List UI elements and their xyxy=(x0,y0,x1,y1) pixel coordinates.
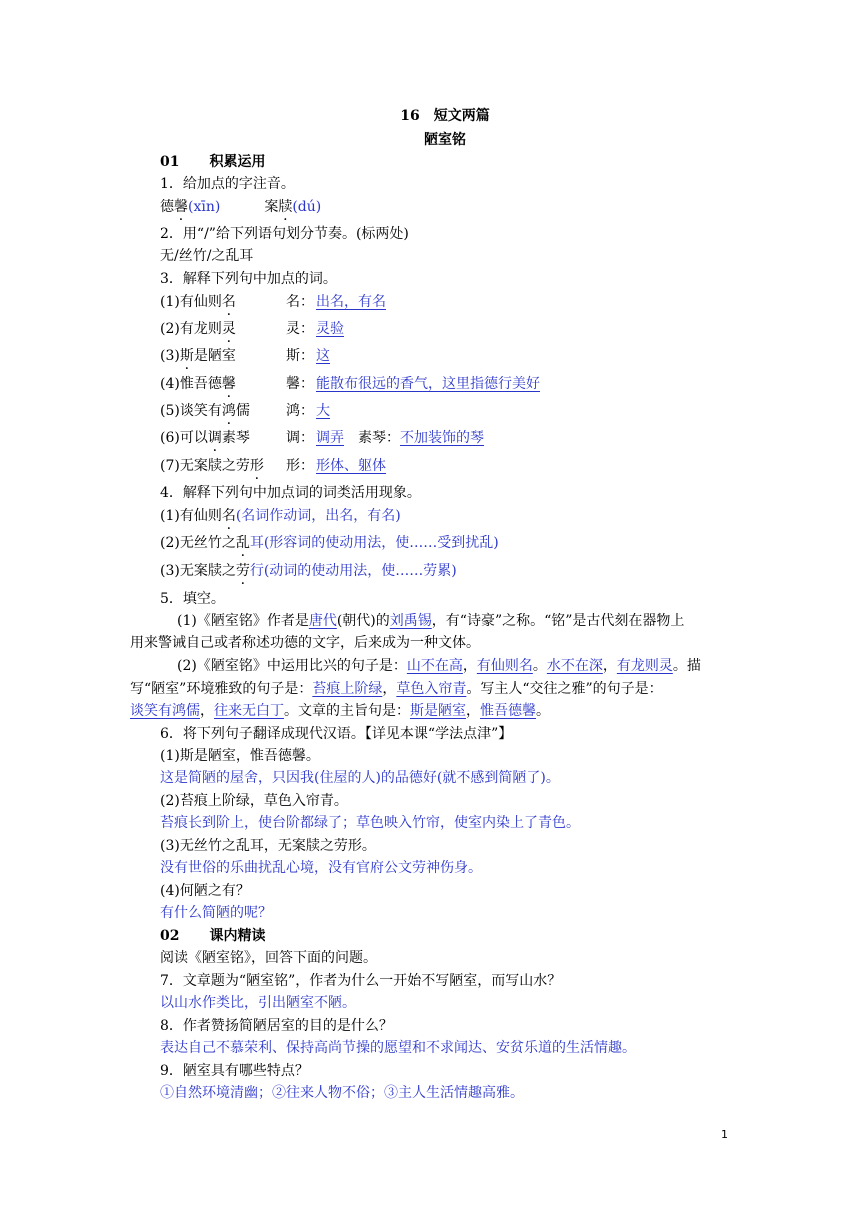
q4-item xyxy=(160,533,499,555)
dotted-char: 馨 xyxy=(221,376,236,392)
word-label: 调： xyxy=(286,430,314,446)
text: (3)无案牍之 xyxy=(160,563,236,579)
answer: 耳(形容词的使动用法，使……受到扰乱) xyxy=(249,535,499,551)
word-label: 馨： xyxy=(286,376,314,392)
text: 儒 xyxy=(235,403,250,419)
text: ， xyxy=(200,703,214,719)
answer: 能散布很远的香气，这里指德行美好 xyxy=(316,376,540,392)
lesson-title: 16 短文两篇 xyxy=(400,108,490,124)
text: 写“陋室”环境雅致的句子是： xyxy=(130,681,313,697)
answer: (名词作动词，出名，有名) xyxy=(235,508,401,524)
q6-sentence: (1)斯是陋室，惟吾德馨。 xyxy=(160,748,320,764)
q3-item xyxy=(160,292,386,314)
question-7-stem: 7．文章题为“陋室铭”，作者为什么一开始不写陋室，而写山水？ xyxy=(160,973,562,989)
answer: 草色入帘青 xyxy=(396,681,467,697)
text: 。 xyxy=(532,658,547,674)
dotted-char: 名 xyxy=(221,508,236,524)
text: ，有“诗豪”之称。“铭”是古代刻在器物上 xyxy=(431,613,685,629)
answer: 斯是陋室 xyxy=(410,703,466,719)
dotted-char: 形 xyxy=(249,458,264,474)
q5-line xyxy=(177,611,684,633)
text: 德 xyxy=(160,199,174,215)
dotted-char: 名 xyxy=(221,294,236,310)
word-label: 名： xyxy=(286,294,314,310)
text: ， xyxy=(466,703,480,719)
text: (4)惟吾德 xyxy=(160,376,222,392)
text: 。写主人“交往之雅”的句子是： xyxy=(466,681,663,697)
text: (1)《陋室铭》作者是 xyxy=(177,613,309,629)
answer: 谈笑有鸿儒 xyxy=(130,703,200,719)
question-2-answer: 无/丝竹/之乱耳 xyxy=(160,248,254,264)
q3-item xyxy=(160,401,330,423)
answer: 调弄 xyxy=(316,430,344,446)
q6-sentence: (4)何陋之有？ xyxy=(160,883,250,899)
text: (7)无案牍之劳 xyxy=(160,458,250,474)
question-1-stem: 1．给加点的字注音。 xyxy=(160,176,295,192)
q5-line xyxy=(130,679,663,701)
section-heading-1 xyxy=(160,152,265,174)
answer: 惟吾德馨 xyxy=(480,703,536,719)
question-8-answer: 表达自己不慕荣利、保持高尚节操的愿望和不求闻达、安贫乐道的生活情趣。 xyxy=(160,1040,636,1056)
q5-line: 用来警诫自己或者称述功德的文字，后来成为一种文体。 xyxy=(130,635,480,651)
question-2-stem: 2．用“/”给下列语句划分节奏。(标两处) xyxy=(160,226,409,242)
dotted-char: 牍 xyxy=(278,199,293,215)
text: 。描 xyxy=(672,658,701,674)
question-9-answer: ①自然环境清幽；②往来人物不俗；③主人生活情趣高雅。 xyxy=(160,1085,524,1101)
answer: (xīn) xyxy=(188,199,221,215)
answer: 山不在高 xyxy=(406,658,463,674)
word-label: 形： xyxy=(286,458,314,474)
question-7-answer: 以山水作类比，引出陋室不陋。 xyxy=(160,995,356,1011)
reading-intro: 阅读《陋室铭》，回答下面的问题。 xyxy=(160,950,377,966)
section-name: 课内精读 xyxy=(209,928,266,944)
question-6-stem: 6．将下列句子翻译成现代汉语。【详见本课“学法点津”】 xyxy=(160,726,513,742)
answer: 有龙则灵 xyxy=(616,658,673,674)
section-name: 积累运用 xyxy=(209,154,266,170)
dotted-char: 乱 xyxy=(235,535,250,551)
text: 案 xyxy=(264,199,279,215)
text: 。文章的主旨句是： xyxy=(284,703,410,719)
answer-group xyxy=(316,428,484,448)
word-label: 灵： xyxy=(286,321,314,337)
answer: 大 xyxy=(316,403,330,419)
question-3-stem: 3．解释下列句中加点的词。 xyxy=(160,271,337,287)
q5-line xyxy=(130,701,550,723)
dotted-char: 灵 xyxy=(221,321,236,337)
answer: 有仙则名 xyxy=(476,658,533,674)
question-8-stem: 8．作者赞扬简陋居室的目的是什么？ xyxy=(160,1018,393,1034)
answer: 苔痕上阶绿 xyxy=(312,681,383,697)
answer: 形体、躯体 xyxy=(316,458,386,474)
q6-sentence: (2)苔痕上阶绿，草色入帘青。 xyxy=(160,793,348,809)
dotted-char: 馨 xyxy=(174,199,188,215)
dotted-char: 调 xyxy=(207,430,222,446)
text: (3) xyxy=(160,348,180,364)
q3-item xyxy=(160,428,484,450)
answer: 唐代 xyxy=(308,613,337,629)
text-title: 陋室铭 xyxy=(424,132,466,148)
question-4-stem: 4．解释下列句中加点词的词类活用现象。 xyxy=(160,485,421,501)
answer: 刘禹锡 xyxy=(389,613,432,629)
answer: 往来无白丁 xyxy=(214,703,284,719)
text: 素琴 xyxy=(221,430,250,446)
q5-line xyxy=(177,656,701,678)
answer: 出名，有名 xyxy=(316,294,386,310)
text: ， xyxy=(462,658,477,674)
answer: 行(动词的使动用法，使……劳累) xyxy=(249,563,457,579)
word-label: 斯： xyxy=(286,348,314,364)
text: (2)无丝竹之 xyxy=(160,535,236,551)
text: ， xyxy=(602,658,617,674)
page-number: 1 xyxy=(721,1128,728,1141)
answer: 不加装饰的琴 xyxy=(400,430,484,446)
answer: 水不在深 xyxy=(546,658,603,674)
q4-item xyxy=(160,506,401,528)
text: (1)有仙则 xyxy=(160,508,222,524)
text: (1)有仙则 xyxy=(160,294,222,310)
answer: (dú) xyxy=(292,199,322,215)
question-1-answer xyxy=(160,197,321,219)
text: ， xyxy=(382,681,397,697)
q4-item xyxy=(160,561,457,583)
text: (2)《陋室铭》中运用比兴的句子是： xyxy=(177,658,407,674)
q3-item xyxy=(160,456,386,478)
text: 。 xyxy=(536,703,550,719)
dotted-char: 斯 xyxy=(179,348,194,364)
q6-translation: 有什么简陋的呢？ xyxy=(160,905,272,921)
question-5-stem: 5．填空。 xyxy=(160,591,225,607)
word-label: 素琴： xyxy=(358,430,400,446)
question-9-stem: 9．陋室具有哪些特点？ xyxy=(160,1063,309,1079)
q6-sentence: (3)无丝竹之乱耳，无案牍之劳形。 xyxy=(160,838,376,854)
dotted-char: 劳 xyxy=(235,563,250,579)
text: (2)有龙则 xyxy=(160,321,222,337)
word-label: 鸿： xyxy=(286,403,314,419)
q3-item xyxy=(160,374,540,396)
section-heading-2 xyxy=(160,926,265,948)
q3-item xyxy=(160,319,344,341)
answer: 这 xyxy=(316,348,330,364)
dotted-char: 鸿 xyxy=(221,403,236,419)
section-number: 01 xyxy=(160,154,180,170)
q3-item xyxy=(160,346,330,368)
q6-translation: 苔痕长到阶上，使台阶都绿了；草色映入竹帘，使室内染上了青色。 xyxy=(160,815,580,831)
text: (6)可以 xyxy=(160,430,208,446)
text: (朝代)的 xyxy=(336,613,390,629)
q6-translation: 没有世俗的乐曲扰乱心境，没有官府公文劳神伤身。 xyxy=(160,860,482,876)
text: 是陋室 xyxy=(193,348,236,364)
text: (5)谈笑有 xyxy=(160,403,222,419)
q6-translation: 这是简陋的屋舍，只因我(住屋的人)的品德好(就不感到简陋了)。 xyxy=(160,770,560,786)
section-number: 02 xyxy=(160,928,180,944)
answer: 灵验 xyxy=(316,321,344,337)
